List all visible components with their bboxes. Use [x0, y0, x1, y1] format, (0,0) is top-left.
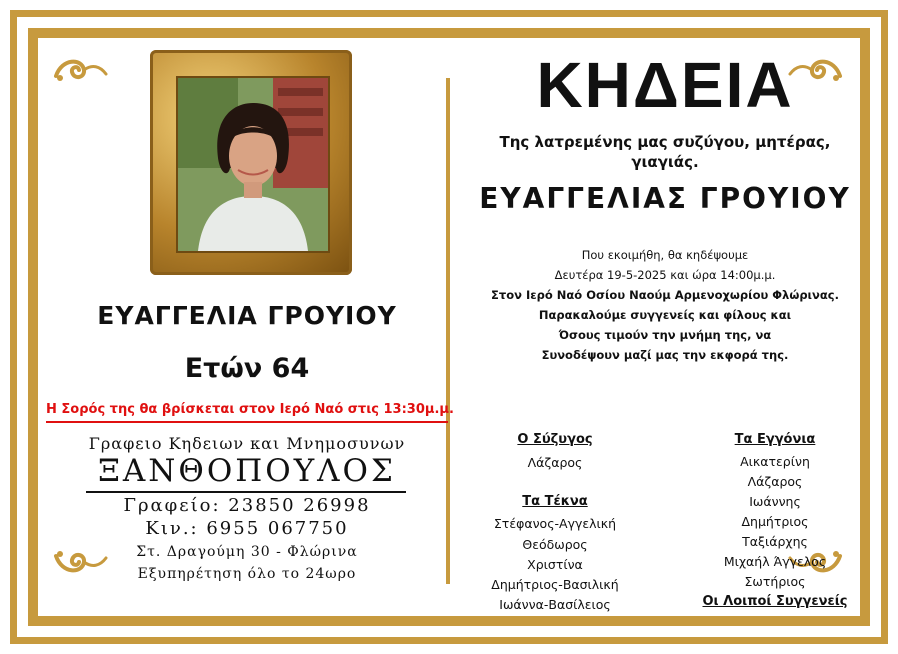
grandchild-name: Αικατερίνη [740, 454, 810, 469]
message-line: Δευτέρα 19-5-2025 και ώρα 14:00μ.μ. [554, 268, 776, 282]
brand-underline [86, 491, 406, 493]
other-relatives: Οι Λοιποί Συγγενείς [702, 594, 848, 609]
portrait-photo [176, 76, 330, 253]
child-name: Ιωάννα-Βασίλειος [499, 597, 611, 612]
coffin-notice-underline [46, 421, 448, 423]
age-label: Ετών 64 [184, 353, 310, 384]
grandchild-name: Δημήτριος [741, 514, 809, 529]
headline: ΚΗΔΕΙΑ [536, 49, 794, 121]
grandchildren-heading: Τα Εγγόνια [734, 432, 816, 447]
message-line: Όσους τιμούν την μνήμη της, να [558, 328, 772, 342]
grandchild-name: Μιχαήλ Άγγελος [723, 554, 827, 569]
flourish-ornament-icon [52, 54, 108, 84]
spouse-name: Λάζαρος [527, 455, 583, 470]
grandchild-name: Σωτήριος [744, 574, 806, 589]
message-line: Παρακαλούμε συγγενείς και φίλους και [538, 308, 792, 322]
spouse-heading: Ο Σύζυγος [517, 432, 593, 447]
gilded-photo-frame [150, 50, 352, 275]
office-address: Στ. Δραγούμη 30 - Φλώρινα [136, 544, 358, 560]
mobile-phone: Κιν.: 6955 067750 [145, 518, 349, 539]
child-name: Χριστίνα [527, 557, 583, 572]
service-hours: Εξυπηρέτηση όλο το 24ωρο [137, 566, 357, 582]
center-divider [446, 78, 450, 584]
intro-line-2: γιαγιάς. [631, 153, 699, 171]
message-line: Στον Ιερό Ναό Οσίου Ναούμ Αρμενοχωρίου Φλώρινας. [491, 288, 839, 302]
grandchild-name: Λάζαρος [747, 474, 803, 489]
office-phone: Γραφείο: 23850 26998 [123, 495, 371, 516]
coffin-notice: Η Σορός της θα βρίσκεται στον Ιερό Ναό στις 13:30μ.μ. [46, 402, 454, 417]
message-line: Που εκοιμήθη, θα κηδέψουμε [581, 248, 749, 262]
funeral-office-title: Γραφειο Κηδειων και Μνημοσυνων [88, 434, 406, 453]
child-name: Στέφανος-Αγγελική [493, 516, 617, 531]
grandchild-name: Ιωάννης [749, 494, 801, 509]
message-line: Συνοδέψουν μαζί μας την εκφορά της. [541, 348, 789, 362]
child-name: Θεόδωρος [522, 537, 588, 552]
funeral-office-brand: ΞΑΝΘΟΠΟΥΛΟΣ [98, 453, 396, 489]
deceased-name: ΕΥΑΓΓΕΛΙΑ ΓΡΟΥΙΟΥ [97, 301, 397, 330]
child-name: Δημήτριος-Βασιλική [491, 577, 619, 592]
children-heading: Τα Τέκνα [522, 494, 588, 509]
deceased-name-genitive: ΕΥΑΓΓΕΛΙΑΣ ΓΡΟΥΙΟΥ [479, 182, 851, 215]
intro-line-1: Της λατρεμένης μας συζύγου, μητέρας, [499, 133, 831, 151]
grandchild-name: Ταξιάρχης [742, 534, 808, 549]
